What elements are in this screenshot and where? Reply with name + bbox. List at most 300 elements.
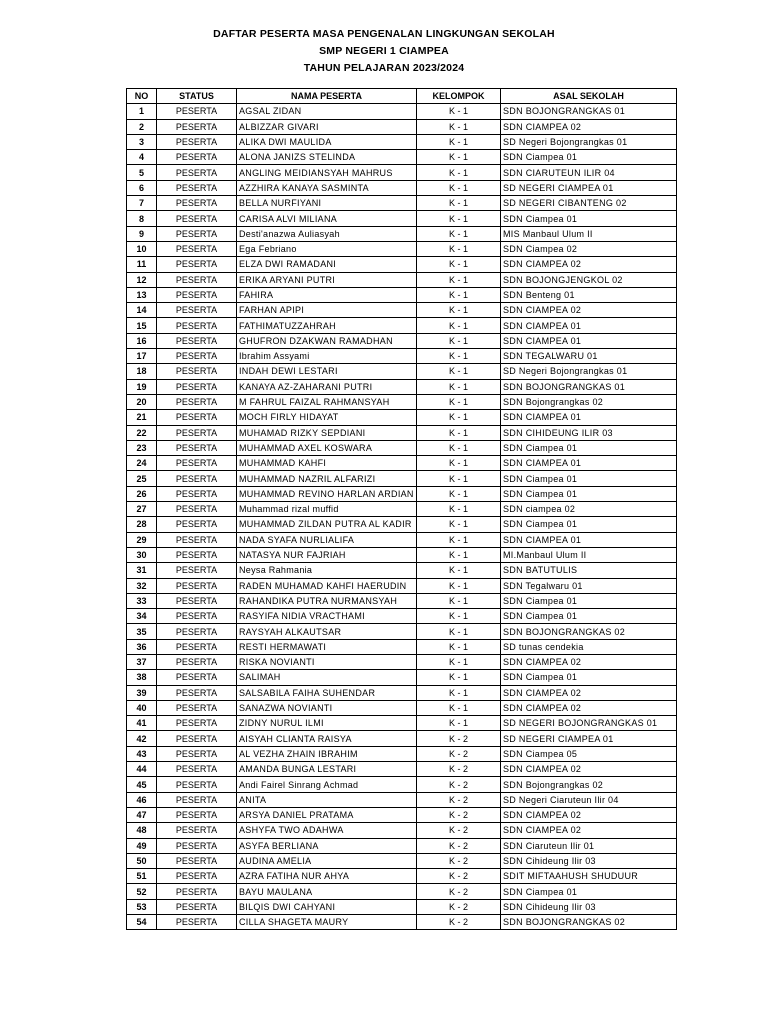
cell-no: 46 xyxy=(127,792,157,807)
cell-kelompok: K - 1 xyxy=(417,502,501,517)
cell-status: PESERTA xyxy=(157,440,237,455)
cell-asal-sekolah: SDN BATUTULIS xyxy=(501,563,677,578)
cell-kelompok: K - 1 xyxy=(417,440,501,455)
cell-kelompok: K - 1 xyxy=(417,364,501,379)
cell-kelompok: K - 1 xyxy=(417,211,501,226)
cell-asal-sekolah: SDN BOJONGRANGKAS 02 xyxy=(501,915,677,930)
cell-nama-peserta: M FAHRUL FAIZAL RAHMANSYAH xyxy=(237,394,417,409)
cell-kelompok: K - 1 xyxy=(417,578,501,593)
cell-nama-peserta: ZIDNY NURUL ILMI xyxy=(237,716,417,731)
cell-nama-peserta: INDAH DEWI LESTARI xyxy=(237,364,417,379)
table-row xyxy=(127,287,677,302)
cell-status: PESERTA xyxy=(157,731,237,746)
table-row xyxy=(127,838,677,853)
cell-asal-sekolah: SD NEGERI CIAMPEA 01 xyxy=(501,180,677,195)
cell-status: PESERTA xyxy=(157,532,237,547)
cell-status: PESERTA xyxy=(157,716,237,731)
cell-nama-peserta: MUHAMMAD AXEL KOSWARA xyxy=(237,440,417,455)
cell-no: 7 xyxy=(127,196,157,211)
cell-asal-sekolah: SDN CIAMPEA 02 xyxy=(501,654,677,669)
cell-status: PESERTA xyxy=(157,869,237,884)
cell-kelompok: K - 1 xyxy=(417,241,501,256)
table-row xyxy=(127,379,677,394)
table-row xyxy=(127,333,677,348)
cell-no: 45 xyxy=(127,777,157,792)
cell-status: PESERTA xyxy=(157,364,237,379)
cell-status: PESERTA xyxy=(157,915,237,930)
cell-nama-peserta: AMANDA BUNGA LESTARI xyxy=(237,762,417,777)
cell-asal-sekolah: SDN CIAMPEA 01 xyxy=(501,456,677,471)
table-header-row xyxy=(127,89,677,104)
cell-nama-peserta: ANITA xyxy=(237,792,417,807)
cell-no: 33 xyxy=(127,593,157,608)
cell-kelompok: K - 1 xyxy=(417,196,501,211)
table-row xyxy=(127,502,677,517)
cell-no: 18 xyxy=(127,364,157,379)
cell-status: PESERTA xyxy=(157,333,237,348)
cell-nama-peserta: ARSYA DANIEL PRATAMA xyxy=(237,807,417,822)
table-row xyxy=(127,471,677,486)
cell-kelompok: K - 2 xyxy=(417,762,501,777)
table-row xyxy=(127,456,677,471)
cell-status: PESERTA xyxy=(157,471,237,486)
cell-asal-sekolah: SDN Ciampea 01 xyxy=(501,150,677,165)
cell-no: 31 xyxy=(127,563,157,578)
cell-asal-sekolah: SDN Ciampea 01 xyxy=(501,593,677,608)
cell-asal-sekolah: SD NEGERI CIAMPEA 01 xyxy=(501,731,677,746)
cell-asal-sekolah: SDN Ciampea 01 xyxy=(501,440,677,455)
cell-nama-peserta: AISYAH CLIANTA RAISYA xyxy=(237,731,417,746)
cell-kelompok: K - 1 xyxy=(417,119,501,134)
cell-nama-peserta: Ibrahim Assyami xyxy=(237,349,417,364)
cell-kelompok: K - 1 xyxy=(417,134,501,149)
cell-kelompok: K - 1 xyxy=(417,150,501,165)
cell-status: PESERTA xyxy=(157,394,237,409)
cell-kelompok: K - 1 xyxy=(417,425,501,440)
cell-no: 13 xyxy=(127,287,157,302)
cell-no: 28 xyxy=(127,517,157,532)
cell-kelompok: K - 1 xyxy=(417,394,501,409)
cell-nama-peserta: CARISA ALVI MILIANA xyxy=(237,211,417,226)
cell-status: PESERTA xyxy=(157,746,237,761)
cell-kelompok: K - 1 xyxy=(417,716,501,731)
cell-status: PESERTA xyxy=(157,792,237,807)
cell-status: PESERTA xyxy=(157,180,237,195)
cell-nama-peserta: AL VEZHA ZHAIN IBRAHIM xyxy=(237,746,417,761)
cell-asal-sekolah: SDIT MIFTAAHUSH SHUDUUR xyxy=(501,869,677,884)
cell-no: 2 xyxy=(127,119,157,134)
cell-no: 24 xyxy=(127,456,157,471)
cell-asal-sekolah: SDN BOJONGRANGKAS 02 xyxy=(501,624,677,639)
cell-asal-sekolah: SDN Ciampea 01 xyxy=(501,884,677,899)
cell-asal-sekolah: SDN CIAMPEA 02 xyxy=(501,823,677,838)
cell-kelompok: K - 1 xyxy=(417,318,501,333)
table-row xyxy=(127,731,677,746)
cell-nama-peserta: ALBIZZAR GIVARI xyxy=(237,119,417,134)
cell-no: 38 xyxy=(127,670,157,685)
cell-kelompok: K - 1 xyxy=(417,532,501,547)
cell-nama-peserta: AZZHIRA KANAYA SASMINTA xyxy=(237,180,417,195)
cell-kelompok: K - 2 xyxy=(417,884,501,899)
table-row xyxy=(127,807,677,822)
table-row xyxy=(127,486,677,501)
cell-kelompok: K - 2 xyxy=(417,853,501,868)
cell-nama-peserta: SANAZWA NOVIANTI xyxy=(237,700,417,715)
cell-status: PESERTA xyxy=(157,104,237,119)
table-row xyxy=(127,119,677,134)
cell-asal-sekolah: SDN CIHIDEUNG ILIR 03 xyxy=(501,425,677,440)
cell-status: PESERTA xyxy=(157,165,237,180)
cell-asal-sekolah: SDN Ciampea 01 xyxy=(501,486,677,501)
cell-status: PESERTA xyxy=(157,807,237,822)
cell-no: 20 xyxy=(127,394,157,409)
cell-nama-peserta: Andi Fairel Sinrang Achmad xyxy=(237,777,417,792)
participant-table xyxy=(126,88,677,930)
cell-no: 51 xyxy=(127,869,157,884)
cell-nama-peserta: MOCH FIRLY HIDAYAT xyxy=(237,410,417,425)
cell-status: PESERTA xyxy=(157,486,237,501)
cell-asal-sekolah: SDN Cihideung Ilir 03 xyxy=(501,853,677,868)
cell-no: 6 xyxy=(127,180,157,195)
table-row xyxy=(127,180,677,195)
cell-nama-peserta: RESTI HERMAWATI xyxy=(237,639,417,654)
cell-no: 15 xyxy=(127,318,157,333)
cell-asal-sekolah: MIS Manbaul Ulum II xyxy=(501,226,677,241)
cell-asal-sekolah: SDN ciampea 02 xyxy=(501,502,677,517)
column-header-kelompok: KELOMPOK xyxy=(417,89,501,104)
cell-no: 27 xyxy=(127,502,157,517)
cell-no: 49 xyxy=(127,838,157,853)
table-row xyxy=(127,639,677,654)
cell-nama-peserta: ALIKA DWI MAULIDA xyxy=(237,134,417,149)
column-header-asal-sekolah: ASAL SEKOLAH xyxy=(501,89,677,104)
cell-no: 11 xyxy=(127,257,157,272)
cell-nama-peserta: MUHAMMAD REVINO HARLAN ARDIAN xyxy=(237,486,417,501)
cell-no: 44 xyxy=(127,762,157,777)
table-row xyxy=(127,853,677,868)
table-row xyxy=(127,593,677,608)
cell-nama-peserta: FAHIRA xyxy=(237,287,417,302)
cell-no: 30 xyxy=(127,547,157,562)
table-body xyxy=(127,104,677,930)
cell-asal-sekolah: SD NEGERI CIBANTENG 02 xyxy=(501,196,677,211)
cell-no: 35 xyxy=(127,624,157,639)
table-row xyxy=(127,364,677,379)
cell-kelompok: K - 1 xyxy=(417,471,501,486)
cell-nama-peserta: RAYSYAH ALKAUTSAR xyxy=(237,624,417,639)
cell-no: 41 xyxy=(127,716,157,731)
cell-nama-peserta: GHUFRON DZAKWAN RAMADHAN xyxy=(237,333,417,348)
cell-no: 1 xyxy=(127,104,157,119)
cell-kelompok: K - 2 xyxy=(417,731,501,746)
cell-status: PESERTA xyxy=(157,150,237,165)
table-row xyxy=(127,211,677,226)
cell-status: PESERTA xyxy=(157,257,237,272)
cell-nama-peserta: NADA SYAFA NURLIALIFA xyxy=(237,532,417,547)
cell-nama-peserta: RADEN MUHAMAD KAHFI HAERUDIN xyxy=(237,578,417,593)
cell-kelompok: K - 1 xyxy=(417,517,501,532)
cell-asal-sekolah: SDN BOJONGRANGKAS 01 xyxy=(501,104,677,119)
table-row xyxy=(127,670,677,685)
cell-no: 14 xyxy=(127,303,157,318)
cell-no: 22 xyxy=(127,425,157,440)
cell-asal-sekolah: SDN Cihideung Ilir 03 xyxy=(501,899,677,914)
cell-kelompok: K - 1 xyxy=(417,609,501,624)
cell-kelompok: K - 1 xyxy=(417,333,501,348)
cell-status: PESERTA xyxy=(157,456,237,471)
cell-asal-sekolah: SDN Ciampea 01 xyxy=(501,670,677,685)
cell-no: 32 xyxy=(127,578,157,593)
cell-kelompok: K - 1 xyxy=(417,104,501,119)
cell-no: 5 xyxy=(127,165,157,180)
cell-asal-sekolah: SD tunas cendekia xyxy=(501,639,677,654)
cell-kelompok: K - 1 xyxy=(417,226,501,241)
cell-no: 12 xyxy=(127,272,157,287)
cell-asal-sekolah: SDN Ciaruteun Ilir 01 xyxy=(501,838,677,853)
cell-kelompok: K - 2 xyxy=(417,777,501,792)
cell-status: PESERTA xyxy=(157,134,237,149)
cell-no: 9 xyxy=(127,226,157,241)
table-row xyxy=(127,241,677,256)
table-row xyxy=(127,792,677,807)
cell-asal-sekolah: SDN CIAMPEA 01 xyxy=(501,410,677,425)
cell-kelompok: K - 1 xyxy=(417,456,501,471)
cell-no: 21 xyxy=(127,410,157,425)
cell-no: 48 xyxy=(127,823,157,838)
cell-asal-sekolah: SDN Ciampea 02 xyxy=(501,241,677,256)
cell-asal-sekolah: SDN CIAMPEA 02 xyxy=(501,257,677,272)
table-row xyxy=(127,609,677,624)
table-row xyxy=(127,517,677,532)
column-header-status: STATUS xyxy=(157,89,237,104)
table-row xyxy=(127,746,677,761)
table-row xyxy=(127,318,677,333)
cell-status: PESERTA xyxy=(157,609,237,624)
school-name: SMP NEGERI 1 CIAMPEA xyxy=(319,45,449,57)
cell-asal-sekolah: SDN BOJONGJENGKOL 02 xyxy=(501,272,677,287)
cell-status: PESERTA xyxy=(157,685,237,700)
table-row xyxy=(127,104,677,119)
cell-kelompok: K - 1 xyxy=(417,563,501,578)
cell-asal-sekolah: SDN CIAMPEA 01 xyxy=(501,532,677,547)
cell-status: PESERTA xyxy=(157,823,237,838)
cell-status: PESERTA xyxy=(157,211,237,226)
cell-nama-peserta: Neysa Rahmania xyxy=(237,563,417,578)
cell-status: PESERTA xyxy=(157,349,237,364)
cell-status: PESERTA xyxy=(157,196,237,211)
cell-no: 54 xyxy=(127,915,157,930)
cell-kelompok: K - 2 xyxy=(417,899,501,914)
cell-kelompok: K - 1 xyxy=(417,593,501,608)
cell-status: PESERTA xyxy=(157,777,237,792)
cell-nama-peserta: ANGLING MEIDIANSYAH MAHRUS xyxy=(237,165,417,180)
cell-no: 10 xyxy=(127,241,157,256)
cell-asal-sekolah: SDN CIAMPEA 02 xyxy=(501,303,677,318)
cell-nama-peserta: ALONA JANIZS STELINDA xyxy=(237,150,417,165)
cell-nama-peserta: SALSABILA FAIHA SUHENDAR xyxy=(237,685,417,700)
table-row xyxy=(127,134,677,149)
cell-no: 34 xyxy=(127,609,157,624)
table-row xyxy=(127,272,677,287)
cell-kelompok: K - 1 xyxy=(417,165,501,180)
cell-nama-peserta: BAYU MAULANA xyxy=(237,884,417,899)
cell-kelompok: K - 2 xyxy=(417,915,501,930)
cell-kelompok: K - 2 xyxy=(417,792,501,807)
document-header xyxy=(0,26,768,77)
cell-asal-sekolah: MI.Manbaul Ulum II xyxy=(501,547,677,562)
table-row xyxy=(127,257,677,272)
cell-status: PESERTA xyxy=(157,119,237,134)
cell-no: 4 xyxy=(127,150,157,165)
cell-nama-peserta: MUHAMMAD KAHFI xyxy=(237,456,417,471)
cell-no: 8 xyxy=(127,211,157,226)
cell-asal-sekolah: SDN CIAMPEA 02 xyxy=(501,685,677,700)
cell-asal-sekolah: SDN Bojongrangkas 02 xyxy=(501,777,677,792)
cell-asal-sekolah: SD Negeri Bojongrangkas 01 xyxy=(501,364,677,379)
cell-asal-sekolah: SDN TEGALWARU 01 xyxy=(501,349,677,364)
table-row xyxy=(127,196,677,211)
cell-nama-peserta: SALIMAH xyxy=(237,670,417,685)
table-row xyxy=(127,899,677,914)
cell-no: 42 xyxy=(127,731,157,746)
cell-nama-peserta: ASHYFA TWO ADAHWA xyxy=(237,823,417,838)
cell-nama-peserta: RASYIFA NIDIA VRACTHAMI xyxy=(237,609,417,624)
cell-kelompok: K - 1 xyxy=(417,349,501,364)
cell-nama-peserta: MUHAMMAD ZILDAN PUTRA AL KADIR xyxy=(237,517,417,532)
table-row xyxy=(127,410,677,425)
cell-kelompok: K - 1 xyxy=(417,287,501,302)
cell-status: PESERTA xyxy=(157,379,237,394)
cell-kelompok: K - 1 xyxy=(417,272,501,287)
cell-nama-peserta: ERIKA ARYANI PUTRI xyxy=(237,272,417,287)
cell-status: PESERTA xyxy=(157,838,237,853)
cell-asal-sekolah: SDN Ciampea 01 xyxy=(501,517,677,532)
cell-no: 16 xyxy=(127,333,157,348)
table-row xyxy=(127,716,677,731)
cell-status: PESERTA xyxy=(157,502,237,517)
table-row xyxy=(127,762,677,777)
cell-status: PESERTA xyxy=(157,624,237,639)
cell-asal-sekolah: SD Negeri Ciaruteun Ilir 04 xyxy=(501,792,677,807)
table-row xyxy=(127,303,677,318)
cell-asal-sekolah: SD NEGERI BOJONGRANGKAS 01 xyxy=(501,716,677,731)
cell-status: PESERTA xyxy=(157,547,237,562)
cell-nama-peserta: AUDINA AMELIA xyxy=(237,853,417,868)
table-row xyxy=(127,823,677,838)
cell-status: PESERTA xyxy=(157,899,237,914)
cell-asal-sekolah: SDN Ciampea 01 xyxy=(501,211,677,226)
cell-nama-peserta: BELLA NURFIYANI xyxy=(237,196,417,211)
cell-asal-sekolah: SDN Tegalwaru 01 xyxy=(501,578,677,593)
cell-status: PESERTA xyxy=(157,654,237,669)
table-row xyxy=(127,532,677,547)
cell-nama-peserta: RAHANDIKA PUTRA NURMANSYAH xyxy=(237,593,417,608)
cell-asal-sekolah: SDN Ciampea 05 xyxy=(501,746,677,761)
cell-status: PESERTA xyxy=(157,410,237,425)
cell-kelompok: K - 1 xyxy=(417,410,501,425)
cell-nama-peserta: RISKA NOVIANTI xyxy=(237,654,417,669)
cell-no: 3 xyxy=(127,134,157,149)
cell-no: 40 xyxy=(127,700,157,715)
cell-kelompok: K - 1 xyxy=(417,486,501,501)
cell-no: 53 xyxy=(127,899,157,914)
cell-asal-sekolah: SDN CIAMPEA 02 xyxy=(501,762,677,777)
column-header-no: NO xyxy=(127,89,157,104)
cell-nama-peserta: NATASYA NUR FAJRIAH xyxy=(237,547,417,562)
cell-kelompok: K - 2 xyxy=(417,838,501,853)
cell-nama-peserta: KANAYA AZ-ZAHARANI PUTRI xyxy=(237,379,417,394)
cell-no: 17 xyxy=(127,349,157,364)
cell-no: 47 xyxy=(127,807,157,822)
cell-no: 39 xyxy=(127,685,157,700)
cell-nama-peserta: FATHIMATUZZAHRAH xyxy=(237,318,417,333)
table-row xyxy=(127,425,677,440)
cell-kelompok: K - 2 xyxy=(417,869,501,884)
table-row xyxy=(127,685,677,700)
table-row xyxy=(127,440,677,455)
cell-asal-sekolah: SDN CIAMPEA 02 xyxy=(501,807,677,822)
cell-no: 50 xyxy=(127,853,157,868)
cell-no: 52 xyxy=(127,884,157,899)
cell-status: PESERTA xyxy=(157,241,237,256)
cell-status: PESERTA xyxy=(157,593,237,608)
cell-status: PESERTA xyxy=(157,287,237,302)
table-row xyxy=(127,915,677,930)
table-row xyxy=(127,226,677,241)
cell-kelompok: K - 1 xyxy=(417,670,501,685)
table-row xyxy=(127,884,677,899)
cell-kelompok: K - 1 xyxy=(417,700,501,715)
cell-asal-sekolah: SDN CIAMPEA 02 xyxy=(501,700,677,715)
cell-asal-sekolah: SDN CIAMPEA 01 xyxy=(501,333,677,348)
cell-kelompok: K - 1 xyxy=(417,257,501,272)
table-row xyxy=(127,869,677,884)
cell-asal-sekolah: SDN Benteng 01 xyxy=(501,287,677,302)
table-row xyxy=(127,624,677,639)
cell-status: PESERTA xyxy=(157,670,237,685)
table-row xyxy=(127,394,677,409)
cell-status: PESERTA xyxy=(157,425,237,440)
cell-kelompok: K - 1 xyxy=(417,379,501,394)
cell-kelompok: K - 2 xyxy=(417,807,501,822)
cell-status: PESERTA xyxy=(157,853,237,868)
cell-no: 29 xyxy=(127,532,157,547)
cell-nama-peserta: FARHAN APIPI xyxy=(237,303,417,318)
cell-nama-peserta: ASYFA BERLIANA xyxy=(237,838,417,853)
cell-nama-peserta: Desti'anazwa Auliasyah xyxy=(237,226,417,241)
cell-no: 36 xyxy=(127,639,157,654)
cell-nama-peserta: Muhammad rizal muffid xyxy=(237,502,417,517)
column-header-nama-peserta: NAMA PESERTA xyxy=(237,89,417,104)
cell-nama-peserta: Ega Febriano xyxy=(237,241,417,256)
cell-status: PESERTA xyxy=(157,318,237,333)
cell-kelompok: K - 1 xyxy=(417,547,501,562)
cell-status: PESERTA xyxy=(157,700,237,715)
cell-no: 25 xyxy=(127,471,157,486)
cell-kelompok: K - 1 xyxy=(417,654,501,669)
cell-asal-sekolah: SD Negeri Bojongrangkas 01 xyxy=(501,134,677,149)
cell-nama-peserta: BILQIS DWI CAHYANI xyxy=(237,899,417,914)
cell-status: PESERTA xyxy=(157,639,237,654)
cell-no: 19 xyxy=(127,379,157,394)
cell-nama-peserta: AGSAL ZIDAN xyxy=(237,104,417,119)
cell-asal-sekolah: SDN CIARUTEUN ILIR 04 xyxy=(501,165,677,180)
cell-status: PESERTA xyxy=(157,578,237,593)
table-row xyxy=(127,654,677,669)
cell-status: PESERTA xyxy=(157,272,237,287)
cell-kelompok: K - 2 xyxy=(417,746,501,761)
cell-nama-peserta: ELZA DWI RAMADANI xyxy=(237,257,417,272)
